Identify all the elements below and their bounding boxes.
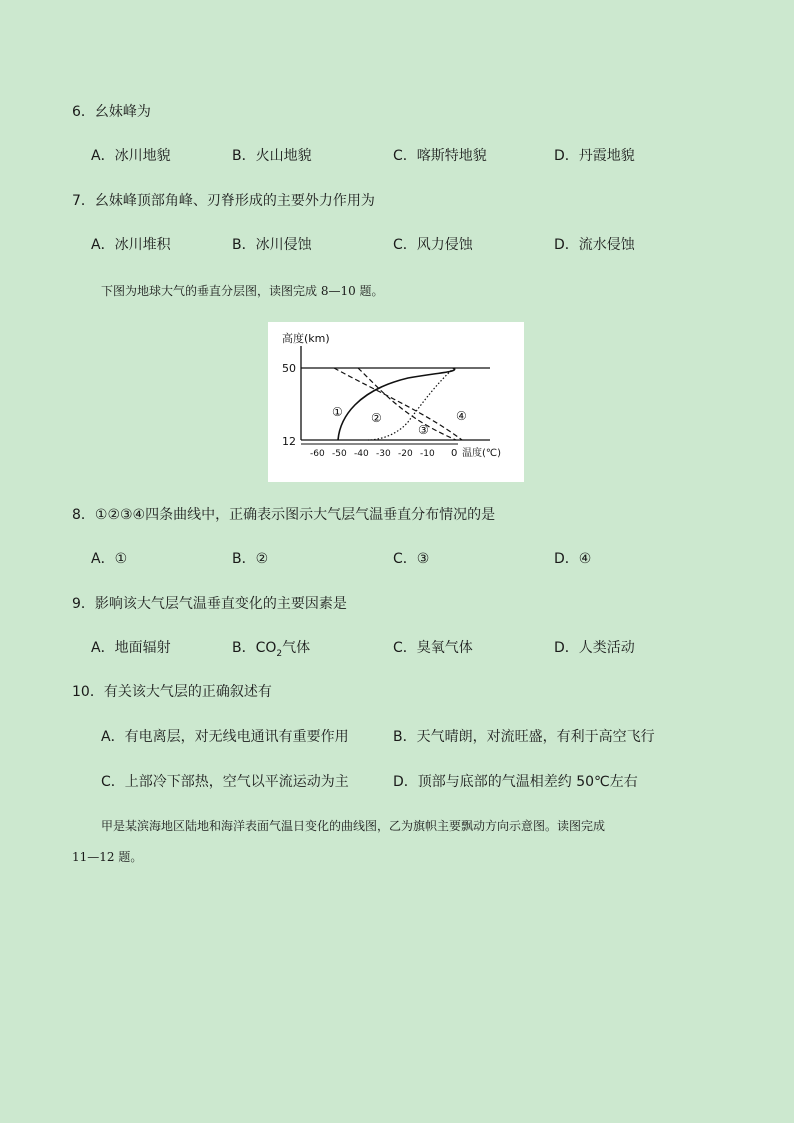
x-tick--20: -20 xyxy=(398,449,413,459)
question-7-stem: 7．幺妹峰顶部角峰、刃脊形成的主要外力作用为 xyxy=(72,193,375,209)
intro-figure-2-line2: 11—12 题。 xyxy=(72,850,143,864)
q6-option-c: C．喀斯特地貌 xyxy=(393,148,487,164)
y-tick-50: 50 xyxy=(282,362,296,375)
q8-option-b: B．② xyxy=(232,551,269,567)
curve-label-4: ④ xyxy=(456,409,467,423)
question-6-stem: 6．幺妹峰为 xyxy=(72,104,151,120)
atmosphere-vertical-layer-figure xyxy=(268,322,524,482)
q6-option-d: D．丹霞地貌 xyxy=(554,148,635,164)
curve-2 xyxy=(368,368,454,440)
question-9-stem: 9．影响该大气层气温垂直变化的主要因素是 xyxy=(72,596,347,612)
intro-figure-2-line1: 甲是某滨海地区陆地和海洋表面气温日变化的曲线图，乙为旗帜主要飘动方向示意图。读图完成 xyxy=(101,819,606,833)
x-tick--30: -30 xyxy=(376,449,391,459)
q9-option-d: D．人类活动 xyxy=(554,640,635,656)
q9-option-b-subscript: 2 xyxy=(276,648,283,659)
atmosphere-diagram xyxy=(268,322,524,482)
curve-label-2: ② xyxy=(371,411,382,425)
intro-figure-1: 下图为地球大气的垂直分层图，读图完成 8—10 题。 xyxy=(101,284,384,298)
q9-option-b xyxy=(232,638,310,664)
q9-option-a: A．地面辐射 xyxy=(91,640,171,656)
q10-option-b: B．天气晴朗，对流旺盛，有利于高空飞行 xyxy=(393,729,655,745)
x-tick--40: -40 xyxy=(354,449,369,459)
x-tick-0: 0 xyxy=(451,448,458,459)
curve-label-1: ① xyxy=(332,405,343,419)
q7-option-a: A．冰川堆积 xyxy=(91,237,171,253)
q7-option-c: C．风力侵蚀 xyxy=(393,237,473,253)
q8-option-d: D．④ xyxy=(554,551,592,567)
q7-option-d: D．流水侵蚀 xyxy=(554,237,635,253)
x-axis-label: 温度(℃) xyxy=(462,448,502,459)
y-axis-label: 高度(km) xyxy=(282,332,330,345)
q9-option-b-label: B．CO xyxy=(232,640,277,656)
curve-label-3: ③ xyxy=(418,423,429,437)
q10-option-d: D．顶部与底部的气温相差约 50℃左右 xyxy=(393,774,638,790)
x-tick--10: -10 xyxy=(420,449,435,459)
q9-option-b-suffix: 气体 xyxy=(282,640,311,656)
q6-option-a: A．冰川地貌 xyxy=(91,148,171,164)
question-10-stem: 10．有关该大气层的正确叙述有 xyxy=(72,684,272,700)
x-tick--60: -60 xyxy=(310,449,325,459)
q9-option-c: C．臭氧气体 xyxy=(393,640,473,656)
q8-option-c: C．③ xyxy=(393,551,430,567)
q10-option-a: A．有电离层，对无线电通讯有重要作用 xyxy=(101,729,349,745)
y-tick-12: 12 xyxy=(282,435,296,448)
curve-3 xyxy=(334,368,462,440)
q10-option-c: C．上部冷下部热，空气以平流运动为主 xyxy=(101,774,349,790)
question-8-stem: 8．①②③④四条曲线中，正确表示图示大气层气温垂直分布情况的是 xyxy=(72,507,496,523)
q8-option-a: A．① xyxy=(91,551,128,567)
x-tick--50: -50 xyxy=(332,449,347,459)
q7-option-b: B．冰川侵蚀 xyxy=(232,237,312,253)
q6-option-b: B．火山地貌 xyxy=(232,148,312,164)
